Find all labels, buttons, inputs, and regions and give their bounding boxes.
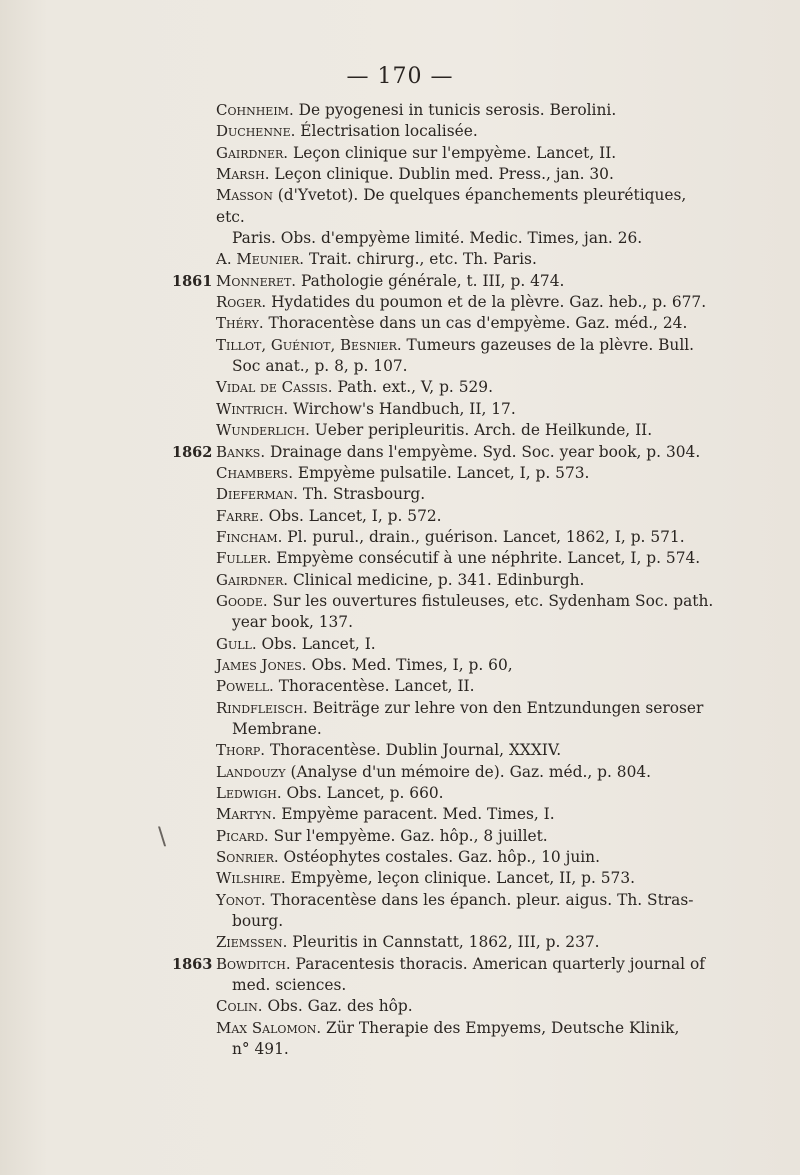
author-name: Powell.	[216, 677, 274, 696]
citation-text: (d'Yvetot). De quelques épanchements pleurétiques, etc.	[216, 186, 687, 226]
entry-first-line	[216, 740, 716, 761]
bibliography-entry	[216, 377, 716, 398]
author-name: Yonot.	[216, 890, 266, 909]
entry-first-line	[216, 527, 716, 548]
citation-text: Soc anat., p. 8, p. 107.	[232, 357, 408, 376]
bibliography-entry	[216, 996, 716, 1017]
entry-first-line	[216, 335, 716, 356]
citation-text: Thoracentèse dans un cas d'empyème. Gaz. méd., 24.	[268, 314, 688, 333]
author-name: Gairdner.	[216, 143, 289, 162]
citation-text: Tumeurs gazeuses de la plèvre. Bull.	[406, 335, 695, 354]
entry-continuation-line	[216, 612, 716, 633]
author-name: Max Salomon.	[216, 1018, 322, 1037]
entry-first-line	[216, 442, 716, 463]
citation-text: Leçon clinique sur l'empyème. Lancet, II.	[292, 143, 617, 162]
author-name: Cohnheim.	[216, 101, 294, 119]
bibliography-entry	[216, 463, 716, 484]
entry-first-line	[216, 292, 716, 313]
citation-text: Thoracentèse. Dublin Journal, XXXIV.	[269, 741, 562, 760]
author-name: Wilshire.	[216, 869, 286, 888]
citation-text: Membrane.	[232, 719, 322, 738]
citation-text: Path. ext., V, p. 529.	[337, 378, 493, 397]
bibliography-entry	[216, 121, 716, 142]
author-name: Théry.	[216, 314, 264, 333]
citation-text: Beiträge zur lehre von den Entzundungen seroser	[312, 698, 704, 717]
entry-first-line	[216, 570, 716, 591]
citation-text: Hydatides du poumon et de la plèvre. Gaz. heb., p. 677.	[271, 293, 707, 312]
year-label: 1861	[172, 272, 213, 290]
author-name: Gairdner.	[216, 570, 289, 589]
entry-first-line	[216, 634, 716, 655]
bibliography-entry	[216, 249, 716, 270]
author-name: Martyn.	[216, 805, 277, 824]
citation-text: (Analyse d'un mémoire de). Gaz. méd., p. 804.	[290, 762, 652, 781]
author-name: Tillot, Guéniot, Besnier.	[216, 335, 402, 354]
entry-first-line	[216, 399, 716, 420]
entry-continuation-line	[216, 975, 716, 996]
citation-text: Clinical medicine, p. 341. Edinburgh.	[292, 570, 585, 589]
entry-first-line	[216, 249, 716, 270]
bibliography-entry	[216, 783, 716, 804]
citation-text: Th. Strasbourg.	[302, 485, 426, 504]
entry-first-line	[216, 313, 716, 334]
author-name: Roger.	[216, 293, 267, 312]
page-number: — 170 —	[346, 64, 454, 89]
author-name: Fuller.	[216, 549, 272, 568]
author-name: Chambers.	[216, 463, 293, 482]
citation-text: Obs. Lancet, I.	[261, 634, 376, 653]
bibliography-entry	[172, 271, 716, 292]
bibliography-entry	[216, 548, 716, 569]
entry-first-line	[216, 506, 716, 527]
author-name: Bowditch.	[216, 954, 291, 973]
bibliography-entry	[216, 570, 716, 591]
bibliography-entry	[216, 890, 716, 933]
author-name: Monneret.	[216, 271, 297, 290]
entry-first-line	[216, 591, 716, 612]
citation-text: Pleuritis in Cannstatt, 1862, III, p. 237.	[292, 933, 600, 952]
author-name: A. Meunier.	[216, 250, 305, 269]
bibliography-entry	[216, 313, 716, 334]
citation-text: Thoracentèse dans les épanch. pleur. aigus. Th. Stras-	[270, 890, 694, 909]
author-name: Wintrich.	[216, 399, 289, 418]
entry-first-line	[216, 676, 716, 697]
bibliography-entry	[216, 826, 716, 847]
entry-first-line	[216, 164, 716, 185]
bibliography-entry	[216, 335, 716, 378]
entry-first-line	[216, 847, 716, 868]
entry-first-line	[216, 420, 716, 441]
author-name: Farre.	[216, 506, 264, 525]
bibliography-entry	[216, 698, 716, 741]
entry-first-line	[216, 890, 716, 911]
citation-text: Trait. chirurg., etc. Th. Paris.	[308, 250, 537, 269]
citation-text: Obs. Gaz. des hôp.	[267, 997, 413, 1016]
entry-first-line	[216, 484, 716, 505]
citation-text: Leçon clinique. Dublin med. Press., jan. 30.	[274, 165, 614, 184]
bibliography-entry	[172, 954, 716, 997]
citation-text: Empyème, leçon clinique. Lancet, II, p. 573.	[290, 869, 636, 888]
citation-text: n° 491.	[232, 1040, 289, 1059]
citation-text: Zür Therapie des Empyems, Deutsche Klinik,	[326, 1018, 680, 1037]
bibliography-entry	[216, 185, 716, 249]
citation-text: De pyogenesi in tunicis serosis. Berolini.	[298, 101, 617, 119]
author-name: Masson	[216, 186, 273, 205]
author-name: Rindfleisch.	[216, 698, 308, 717]
entry-first-line	[216, 762, 716, 783]
entry-first-line	[216, 932, 716, 953]
entry-first-line	[216, 143, 716, 164]
citation-text: Sur l'empyème. Gaz. hôp., 8 juillet.	[273, 826, 548, 845]
citation-text: Empyème consécutif à une néphrite. Lancet, I, p. 574.	[276, 549, 701, 568]
bibliography-entry	[216, 740, 716, 761]
author-name: Goode.	[216, 591, 268, 610]
citation-text: Sur les ouvertures fistuleuses, etc. Sydenham Soc. path.	[272, 591, 714, 610]
bibliography-entry	[216, 506, 716, 527]
entry-first-line	[216, 698, 716, 719]
entry-continuation-line	[216, 911, 716, 932]
bibliography-entry	[216, 527, 716, 548]
bibliography-entry	[216, 100, 716, 121]
author-name: Marsh.	[216, 165, 270, 184]
author-name: Landouzy	[216, 762, 286, 781]
author-name: Ziemssen.	[216, 933, 288, 952]
citation-text: Thoracentèse. Lancet, II.	[278, 677, 475, 696]
margin-annotation-mark: \	[158, 822, 167, 850]
bibliography-entry	[216, 484, 716, 505]
entry-first-line	[216, 100, 716, 121]
citation-text: Électrisation localisée.	[300, 122, 478, 141]
citation-text: Pathologie générale, t. III, p. 474.	[300, 271, 565, 290]
citation-text: Empyème paracent. Med. Times, I.	[281, 805, 555, 824]
entry-first-line	[216, 185, 716, 228]
bibliography-entry	[216, 164, 716, 185]
entry-first-line	[216, 271, 716, 292]
bibliography-entry	[216, 1018, 716, 1061]
author-name: Sonrier.	[216, 848, 279, 867]
entry-first-line	[216, 463, 716, 484]
bibliography-list	[172, 100, 716, 1060]
bibliography-entry	[216, 591, 716, 634]
author-name: Picard.	[216, 826, 269, 845]
citation-text: med. sciences.	[232, 976, 347, 995]
bibliography-entry	[216, 676, 716, 697]
bibliography-entry	[216, 932, 716, 953]
entry-first-line	[216, 868, 716, 889]
entry-continuation-line	[216, 356, 716, 377]
author-name: Fincham.	[216, 527, 283, 546]
citation-text: Empyème pulsatile. Lancet, I, p. 573.	[297, 463, 590, 482]
entry-first-line	[216, 954, 716, 975]
citation-text: Paris. Obs. d'empyème limité. Medic. Times, jan. 26.	[232, 229, 643, 248]
entry-first-line	[216, 548, 716, 569]
year-label: 1863	[172, 955, 213, 973]
entry-continuation-line	[216, 1039, 716, 1060]
bibliography-entry	[172, 442, 716, 463]
author-name: James Jones.	[216, 655, 307, 674]
bibliography-entry	[216, 634, 716, 655]
citation-text: Pl. purul., drain., guérison. Lancet, 1862, I, p. 571.	[287, 527, 685, 546]
citation-text: Obs. Lancet, I, p. 572.	[268, 506, 442, 525]
citation-text: Drainage dans l'empyème. Syd. Soc. year book, p. 304.	[270, 442, 701, 461]
author-name: Banks.	[216, 442, 266, 461]
author-name: Duchenne.	[216, 122, 296, 141]
bibliography-entry	[216, 868, 716, 889]
bibliography-entry	[216, 292, 716, 313]
bibliography-entry	[216, 847, 716, 868]
citation-text: bourg.	[232, 912, 284, 931]
entry-first-line	[216, 996, 716, 1017]
author-name: Colin.	[216, 997, 263, 1016]
author-name: Dieferman.	[216, 485, 298, 504]
entry-first-line	[216, 804, 716, 825]
citation-text: Ostéophytes costales. Gaz. hôp., 10 juin.	[283, 848, 600, 867]
entry-continuation-line	[216, 228, 716, 249]
bibliography-entry	[216, 399, 716, 420]
author-name: Vidal de Cassis.	[216, 378, 333, 397]
bibliography-entry	[216, 804, 716, 825]
bibliography-entry	[216, 143, 716, 164]
entry-first-line	[216, 783, 716, 804]
author-name: Ledwigh.	[216, 784, 282, 802]
entry-first-line	[216, 826, 716, 847]
year-label: 1862	[172, 443, 213, 461]
entry-first-line	[216, 1018, 716, 1039]
citation-text: Obs. Med. Times, I, p. 60,	[311, 655, 513, 674]
entry-first-line	[216, 121, 716, 142]
bibliography-entry	[216, 762, 716, 783]
entry-continuation-line	[216, 719, 716, 740]
author-name: Thorp.	[216, 741, 266, 760]
bibliography-entry	[216, 655, 716, 676]
author-name: Wunderlich.	[216, 421, 310, 440]
entry-first-line	[216, 377, 716, 398]
bibliography-entry	[216, 420, 716, 441]
author-name: Gull.	[216, 634, 257, 653]
citation-text: Obs. Lancet, p. 660.	[286, 784, 444, 802]
citation-text: year book, 137.	[232, 613, 353, 632]
citation-text: Wirchow's Handbuch, II, 17.	[293, 399, 516, 418]
citation-text: Ueber peripleuritis. Arch. de Heilkunde, II.	[314, 421, 653, 440]
citation-text: Paracentesis thoracis. American quarterly journal of	[295, 954, 705, 973]
entry-first-line	[216, 655, 716, 676]
